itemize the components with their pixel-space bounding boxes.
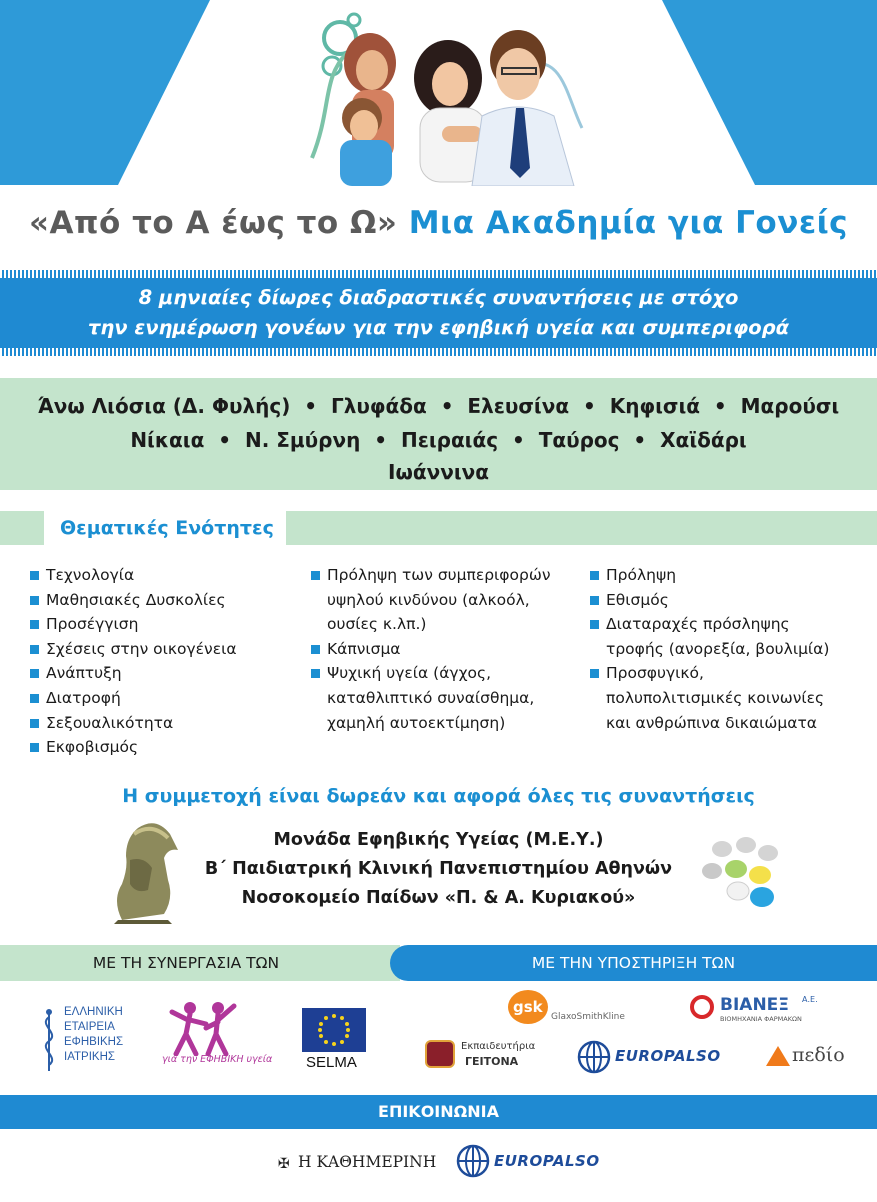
topic-item: Ψυχική υγεία (άγχος, καταθλιπτικό συναίσθημα, χαμηλή αυτοεκτίμηση) bbox=[311, 661, 586, 735]
topic-item: Προσέγγιση bbox=[30, 612, 305, 637]
topic-item: Ανάπτυξη bbox=[30, 661, 305, 686]
globe-icon bbox=[577, 1040, 611, 1074]
selma-logo bbox=[302, 1008, 368, 1072]
organizer-hospital: Νοσοκομείο Παίδων «Π. & Α. Κυριακού» bbox=[241, 888, 636, 908]
pedio-mark-icon bbox=[766, 1046, 790, 1066]
kathimerini-logo: ✠ Η ΚΑΘΗΜΕΡΙΝΗ bbox=[278, 1153, 437, 1172]
topic-item: Εκφοβισμός bbox=[30, 735, 305, 760]
bullet-icon bbox=[590, 571, 599, 580]
bullet-icon bbox=[590, 669, 599, 678]
gsk-logo: gsk GlaxoSmithKline bbox=[508, 990, 628, 1026]
topic-item: Διατροφή bbox=[30, 686, 305, 711]
topics-column-3 bbox=[590, 563, 875, 735]
topic-item: Τεχνολογία bbox=[30, 563, 305, 588]
topics-heading: Θεματικές Ενότητες bbox=[60, 517, 274, 539]
locations-row-3: Ιωάννινα bbox=[388, 460, 489, 484]
europalso-logo: EUROPALSO bbox=[577, 1040, 737, 1074]
topic-item: Προσφυγικό, πολυπολιτισμικές κοινωνίες και ανθρώπινα δικαιώματα bbox=[590, 661, 875, 735]
bullet-icon bbox=[311, 669, 320, 678]
vianex-mark-icon bbox=[690, 995, 714, 1019]
intro-line-2: την ενημέρωση γονέων για την εφηβική υγεία και συμπεριφορά bbox=[87, 316, 790, 339]
free-participation-notice: Η συμμετοχή είναι δωρεάν και αφορά όλες τις συναντήσεις bbox=[122, 785, 755, 807]
europalso-contact-logo: EUROPALSO bbox=[456, 1144, 616, 1178]
cooperation-label: ΜΕ ΤΗ ΣΥΝΕΡΓΑΣΙΑ ΤΩΝ bbox=[92, 954, 280, 972]
bullet-icon bbox=[30, 743, 39, 752]
bullet-icon bbox=[30, 620, 39, 629]
topic-item: Κάπνισμα bbox=[311, 637, 586, 662]
stripe-bottom bbox=[0, 348, 877, 356]
geitona-shield-icon bbox=[425, 1040, 455, 1068]
topics-column-2 bbox=[311, 563, 586, 735]
topic-item: Μαθησιακές Δυσκολίες bbox=[30, 588, 305, 613]
organizer-unit: Μονάδα Εφηβικής Υγείας (Μ.Ε.Υ.) bbox=[273, 830, 604, 850]
topic-item: Σχέσεις στην οικογένεια bbox=[30, 637, 305, 662]
locations-band bbox=[0, 378, 877, 490]
support-label: ΜΕ ΤΗΝ ΥΠΟΣΤΗΡΙΞΗ ΤΩΝ bbox=[531, 954, 736, 972]
adolescent-health-unit-logo bbox=[700, 835, 790, 915]
locations-row-2: Νίκαια • Ν. Σμύρνη • Πειραιάς • Ταύρος • Χαϊδάρι bbox=[130, 428, 747, 452]
bullet-icon bbox=[30, 571, 39, 580]
eeei-logo: ΕΛΛΗΝΙΚΗ ΕΤΑΙΡΕΙΑ ΕΦΗΒΙΚΗΣ ΙΑΤΡΙΚΗΣ bbox=[36, 1005, 136, 1075]
intro-band bbox=[0, 270, 877, 356]
selma-text: SELMA bbox=[306, 1054, 357, 1071]
family-illustration bbox=[292, 8, 592, 186]
topic-item: Πρόληψη bbox=[590, 563, 875, 588]
contact-label: ΕΠΙΚΟΙΝΩΝΙΑ bbox=[378, 1102, 499, 1121]
title-main: «Από το Α έως το Ω» bbox=[28, 205, 398, 241]
vianex-logo: ΒΙΑΝΕΞ Α.Ε. ΒΙΟΜΗΧΑΝΙΑ ΦΑΡΜΑΚΩΝ bbox=[690, 993, 840, 1029]
bullet-icon bbox=[311, 645, 320, 654]
bullet-icon bbox=[590, 620, 599, 629]
intro-line-1: 8 μηνιαίες δίωρες διαδραστικές συναντήσεις με στόχο bbox=[138, 286, 739, 309]
organizer-clinic: Β΄ Παιδιατρική Κλινική Πανεπιστημίου Αθηνών bbox=[204, 859, 673, 879]
globe-icon bbox=[456, 1144, 490, 1178]
locations-row-1: Άνω Λιόσια (Δ. Φυλής) • Γλυφάδα • Ελευσίνα • Κηφισιά • Μαρούσι bbox=[37, 394, 840, 418]
efiviki-text: για την ΕΦΗΒΙΚΗ υγεία bbox=[162, 1054, 273, 1065]
page-title bbox=[0, 205, 877, 241]
topic-item: Πρόληψη των συμπεριφορών υψηλού κινδύνου (αλκοόλ, ουσίες κ.λπ.) bbox=[311, 563, 586, 637]
dancing-figures-icon bbox=[168, 1000, 238, 1056]
eu-flag-icon bbox=[302, 1008, 366, 1052]
bullet-icon bbox=[590, 596, 599, 605]
stripe-top bbox=[0, 270, 877, 278]
bullet-icon bbox=[30, 596, 39, 605]
title-subtitle: Μια Ακαδημία για Γονείς bbox=[408, 205, 849, 241]
caduceus-icon bbox=[36, 1007, 62, 1073]
topic-item: Σεξουαλικότητα bbox=[30, 711, 305, 736]
geitona-logo: Εκπαιδευτήρια ΓΕΙΤΟΝΑ bbox=[425, 1038, 545, 1072]
bullet-icon bbox=[30, 669, 39, 678]
pedio-logo: πεδίο bbox=[766, 1042, 846, 1070]
bullet-icon bbox=[311, 571, 320, 580]
bullet-icon bbox=[30, 719, 39, 728]
topics-column-1 bbox=[30, 563, 305, 760]
topic-item: Διαταραχές πρόσληψης τροφής (ανορεξία, βουλιμία) bbox=[590, 612, 875, 661]
efiviki-ygeia-logo bbox=[162, 1000, 282, 1070]
topic-item: Εθισμός bbox=[590, 588, 875, 613]
kathimerini-mark-icon: ✠ bbox=[278, 1156, 290, 1172]
bullet-icon bbox=[30, 694, 39, 703]
bullet-icon bbox=[30, 645, 39, 654]
